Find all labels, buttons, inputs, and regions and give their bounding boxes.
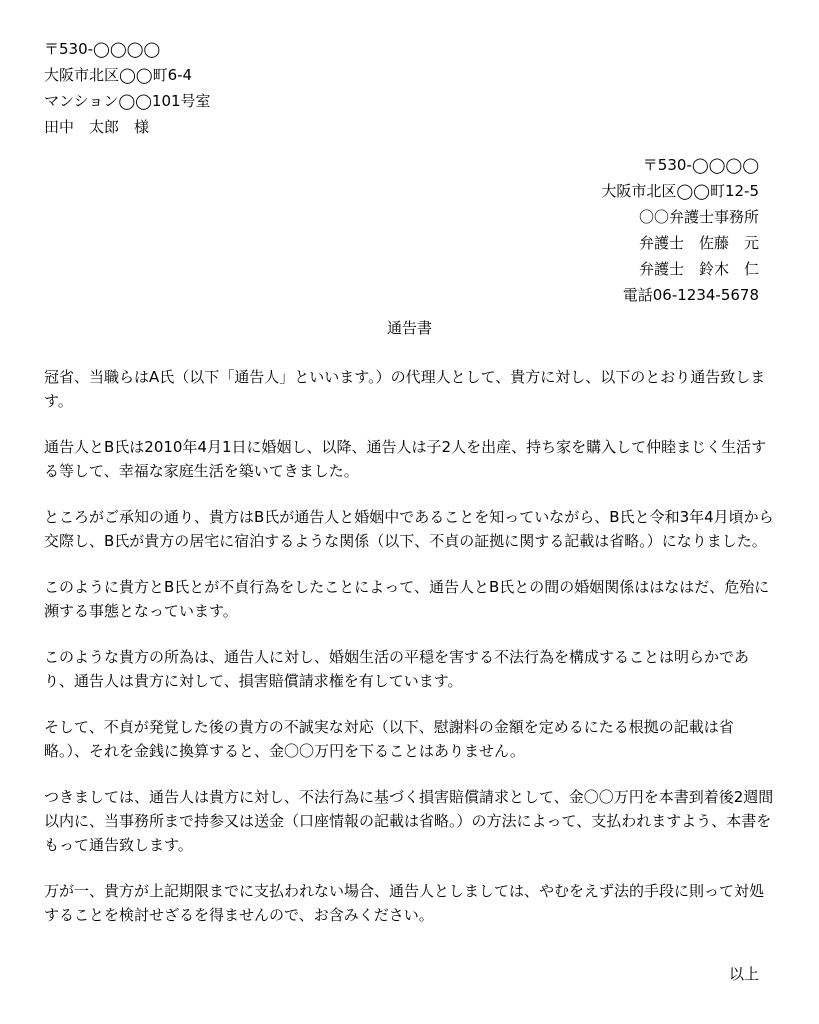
- body-paragraph: 冠省、当職らはA氏（以下「通告人」といいます。）の代理人として、貴方に対し、以下のとおり通告致します。: [44, 368, 766, 410]
- recipient-name: 田中 太郎 様: [44, 118, 150, 136]
- body-paragraph: このように貴方とB氏とが不貞行為をしたことによって、通告人とB氏との間の婚姻関係ははなはだ、危殆に瀕する事態となっています。: [44, 578, 770, 620]
- body-paragraph: このような貴方の所為は、通告人に対し、婚姻生活の平穏を害する不法行為を構成することは明らかであり、通告人は貴方に対して、損害賠償請求権を有しています。: [44, 648, 750, 690]
- letter-body: [44, 365, 774, 949]
- recipient-block: [44, 36, 211, 140]
- recipient-address: 大阪市北区◯◯町6-4: [44, 66, 193, 84]
- body-paragraph: 通告人とB氏は2010年4月1日に婚姻し、以降、通告人は子2人を出産、持ち家を購入して仲睦まじく生活する等して、幸福な家庭生活を築いてきました。: [44, 438, 767, 480]
- sender-address: 大阪市北区◯◯町12-5: [601, 182, 759, 200]
- body-paragraph: つきましては、通告人は貴方に対し、不法行為に基づく損害賠償請求として、金〇〇万円を本書到着後2週間以内に、当事務所まで持参又は送金（口座情報の記載は省略。）の方法によって、支払われますよう、本書をもって通告致します。: [44, 788, 774, 854]
- body-paragraph: そして、不貞が発覚した後の貴方の不誠実な対応（以下、慰謝料の金額を定めるにたる根拠の記載は省略。）、それを金銭に換算すると、金〇〇万円を下ることはありません。: [44, 718, 734, 760]
- document-title: 通告書: [386, 319, 432, 337]
- body-paragraph: 万が一、貴方が上記期限までに支払われない場合、通告人としましては、やむをえず法的手段に則って対処することを検討せざるを得ませんので、お含みください。: [44, 882, 765, 924]
- sender-lawyer-2: 弁護士 鈴木 仁: [638, 260, 759, 278]
- sender-lawyer-1: 弁護士 佐藤 元: [638, 234, 759, 252]
- body-paragraph: ところがご承知の通り、貴方はB氏が通告人と婚姻中であることを知っていながら、B氏と令和3年4月頃から交際し、B氏が貴方の居宅に宿泊するような関係（以下、不貞の証拠に関する記載は省略。）になりました。: [44, 508, 774, 550]
- recipient-postal-code: 〒530-◯◯◯◯: [44, 40, 161, 58]
- recipient-building: マンション◯◯101号室: [44, 92, 211, 110]
- sender-postal-code: 〒530-◯◯◯◯: [642, 156, 759, 174]
- sender-block: [601, 152, 759, 308]
- sender-firm-name: 〇〇弁護士事務所: [638, 208, 759, 226]
- closing-mark: 以上: [728, 965, 759, 983]
- sender-phone: 電話06-1234-5678: [622, 286, 759, 304]
